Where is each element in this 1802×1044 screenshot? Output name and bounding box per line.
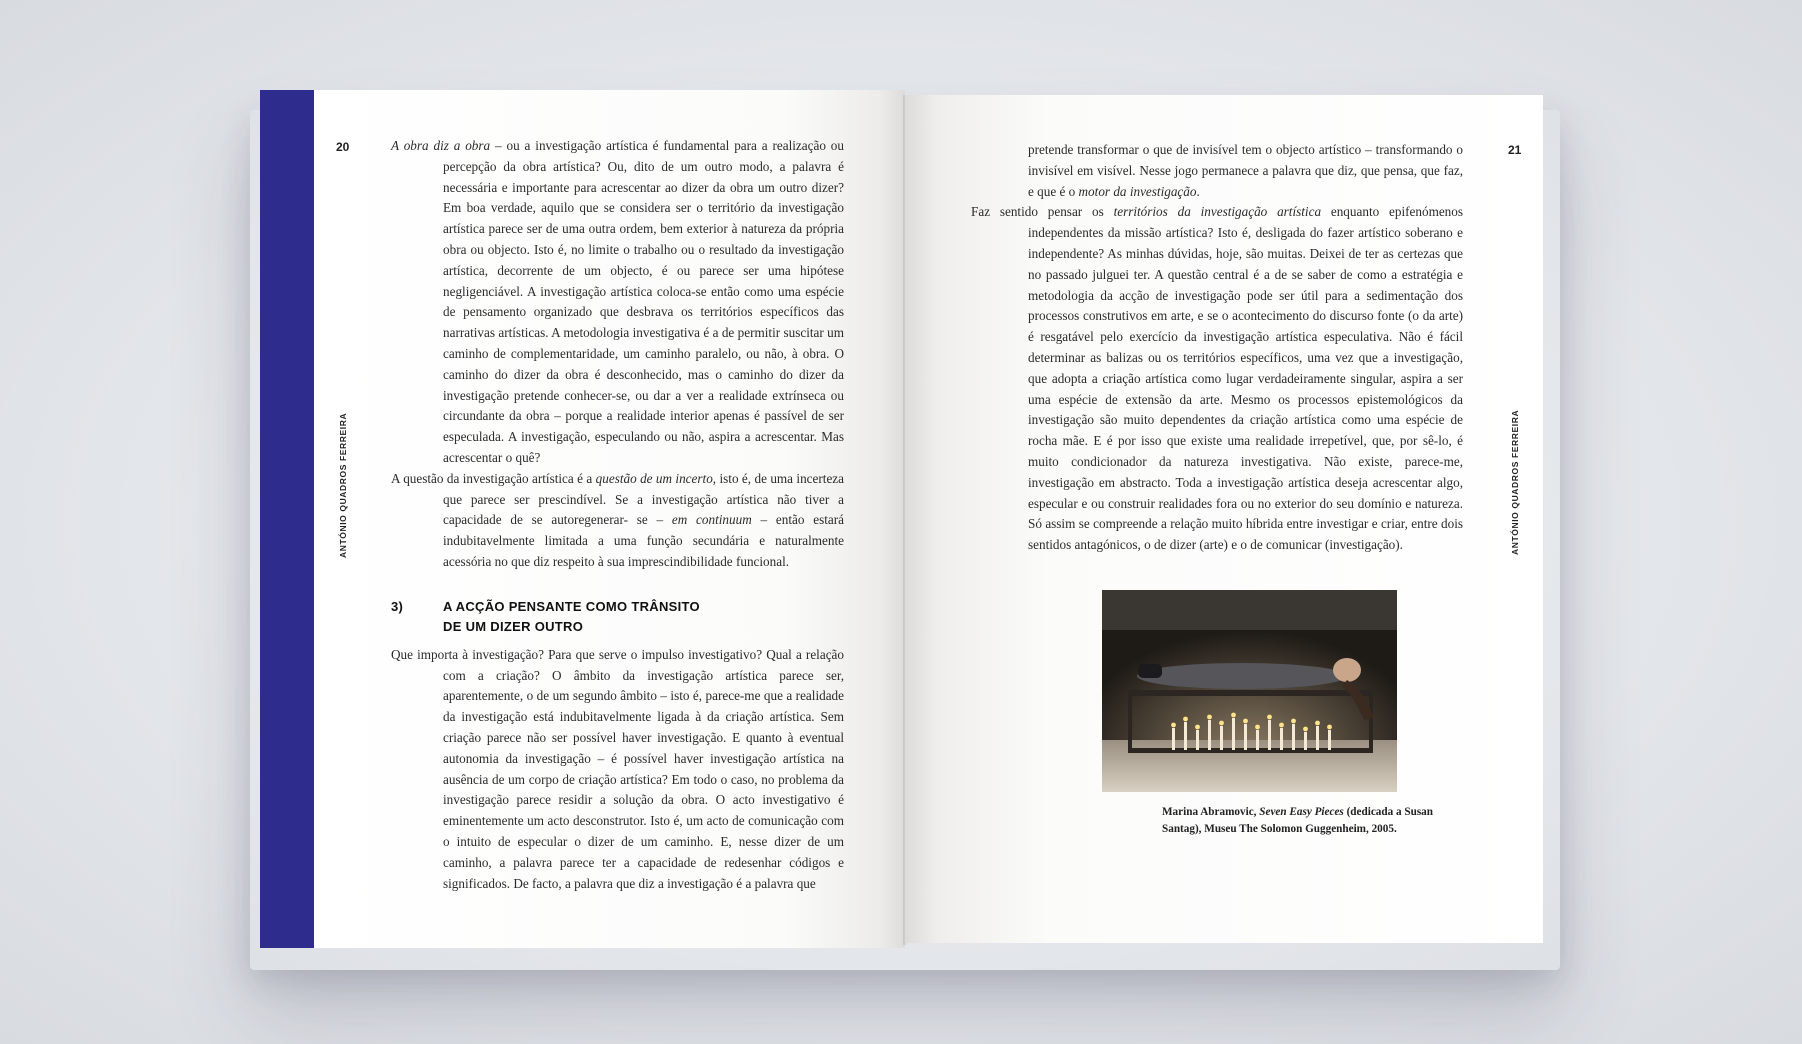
paragraph: pretende transformar o que de invisível tem o objecto artístico – transformando o invisível em visível. Nesse jogo permanece a palavra que diz, que pensa, que faz, e que é o motor da investigação. [1028,142,1463,199]
italic-phrase: territórios da investigação artística [1113,204,1322,220]
italic-phrase: A obra diz a obra [391,138,491,153]
left-text-column [391,136,844,894]
page-number-right: 21 [1508,143,1522,157]
section-heading-line: DE UM DIZER OUTRO [443,618,584,634]
section-number: 3) [391,598,404,614]
section-heading [391,597,844,637]
italic-phrase: Seven Easy Pieces [1259,806,1344,818]
paragraph: A obra diz a obra – ou a investigação artística é fundamental para a realização ou percepção da obra artística? Ou, dito de um outro modo, a palavra é necessária e importante para acrescentar ao dizer da obra um outro dizer? Em boa verdade, aquilo que se considera ser o território da investigação artística parece ser de uma outra ordem, bem exterior à natureza da própria obra ou objecto. Isto é, no limite o trabalho ou o resultado da investigação artística, decorrente de um objecto, é ou parece ser uma hipótese negligenciável. A investigação artística coloca-se então como uma espécie de pensamento organizado que desbrava os territórios específicos das narrativas artísticas. A metodologia investigativa é a de permitir suscitar um caminho de complementaridade, um caminho paralelo, ou não, à obra. O caminho do dizer da obra é desconhecido, mas o caminho do dizer da investigação pretende conhecer-se, ou dar a ver a realidade extrínseca ou circundante da obra – porque a realidade interior apenas é passível de ser especulada. A investigação, especulando ou não, aspira a acrescentar. Mas acrescentar o quê? [391,138,844,465]
paragraph: Faz sentido pensar os territórios da investigação artística enquanto epifenómenos independentes da missão artística? Isto é, desligada do fazer artístico soberano e independente? As minhas dúvidas, hoje, são muitas. Deixei de ter as certezas que no passado julguei ter. A questão central é a de se saber de como a estratégia e metodologia da acção de investigação pode ser útil para a sedimentação dos processos construtivos em arte, e se o acontecimento do discurso fonte (o da arte) é resgatável pelo exercício da investigação artística especulativa. Não é fácil determinar as balizas ou os territórios específicos, uma vez que a investigação, que adopta a criação artística como lugar verdadeiramente singular, aspira a ser uma espécie de extensão da arte. Mesmo os processos epistemológicos da investigação são muito dependentes da criação artística como uma espécie de rocha mãe. E é por isso que existe uma realidade irrepetível, que, por sê-lo, é muito condicionador da natureza investigativa. Não existe, parece-me, investigação em abstracto. Toda a investigação artística deseja acrescentar algo, especular e ou construir realidades fora ou no exterior do seu domínio e natureza. Só assim se compreende a relação muito híbrida entre investigar e criar, entre dois sentidos antagónicos, o de dizer (arte) e o de comunicar (investigação). [971,204,1463,553]
performance-photo [1102,590,1397,792]
italic-phrase: questão de um incerto [595,470,713,486]
section-heading-line: A ACÇÃO PENSANTE COMO TRÂNSITO [443,598,700,614]
performance-photo-illustration [1102,590,1397,792]
paragraph: A questão da investigação artística é a questão de um incerto, isto é, de uma incerteza que parece ser prescindível. Se a investigação artística não tiver a capacidade de se autoregenerar- se – em continuum – então estará indubitavelmente limitada a uma função secundária e naturalmente acessória no que diz respeito à sua imprescindibilidade funcional. [391,470,845,569]
photo-caption: Marina Abramovic, Seven Easy Pieces (dedicada a Susan Santag), Museu The Solomon Guggenheim, 2005. [1162,806,1433,835]
right-text-column [971,140,1463,556]
italic-phrase: motor da investigação [1078,183,1197,199]
running-head-right: ANTÓNIO QUADROS FERREIRA [1510,409,1520,555]
running-head-left: ANTÓNIO QUADROS FERREIRA [338,412,348,558]
italic-phrase: em continuum [671,512,752,528]
paragraph: Que importa à investigação? Para que serve o impulso investigativo? Qual a relação com a criação? O âmbito da investigação artística parece ser, aparentemente, o de um segundo âmbito – isto é, parece-me que a realidade da investigação está indubitavelmente ligada à da criação artística. Sem criação parece não ser possível haver investigação. E quanto à eventual autonomia da investigação – é possível haver investigação artística na ausência de um corpo de criação artística? Em todo o caso, no problema da investigação parece residir a solução da obra. O acto investigativo é eminentemente um acto desconstrutor. Isto é, um acto de comunicação com o intuito de especular o dizer de um caminho. E, nesse dizer de um caminho, a palavra parece ter a capacidade de redesenhar códigos e significados. De facto, a palavra que diz a investigação é a palavra que [391,646,844,891]
page-number-left: 20 [336,140,350,154]
